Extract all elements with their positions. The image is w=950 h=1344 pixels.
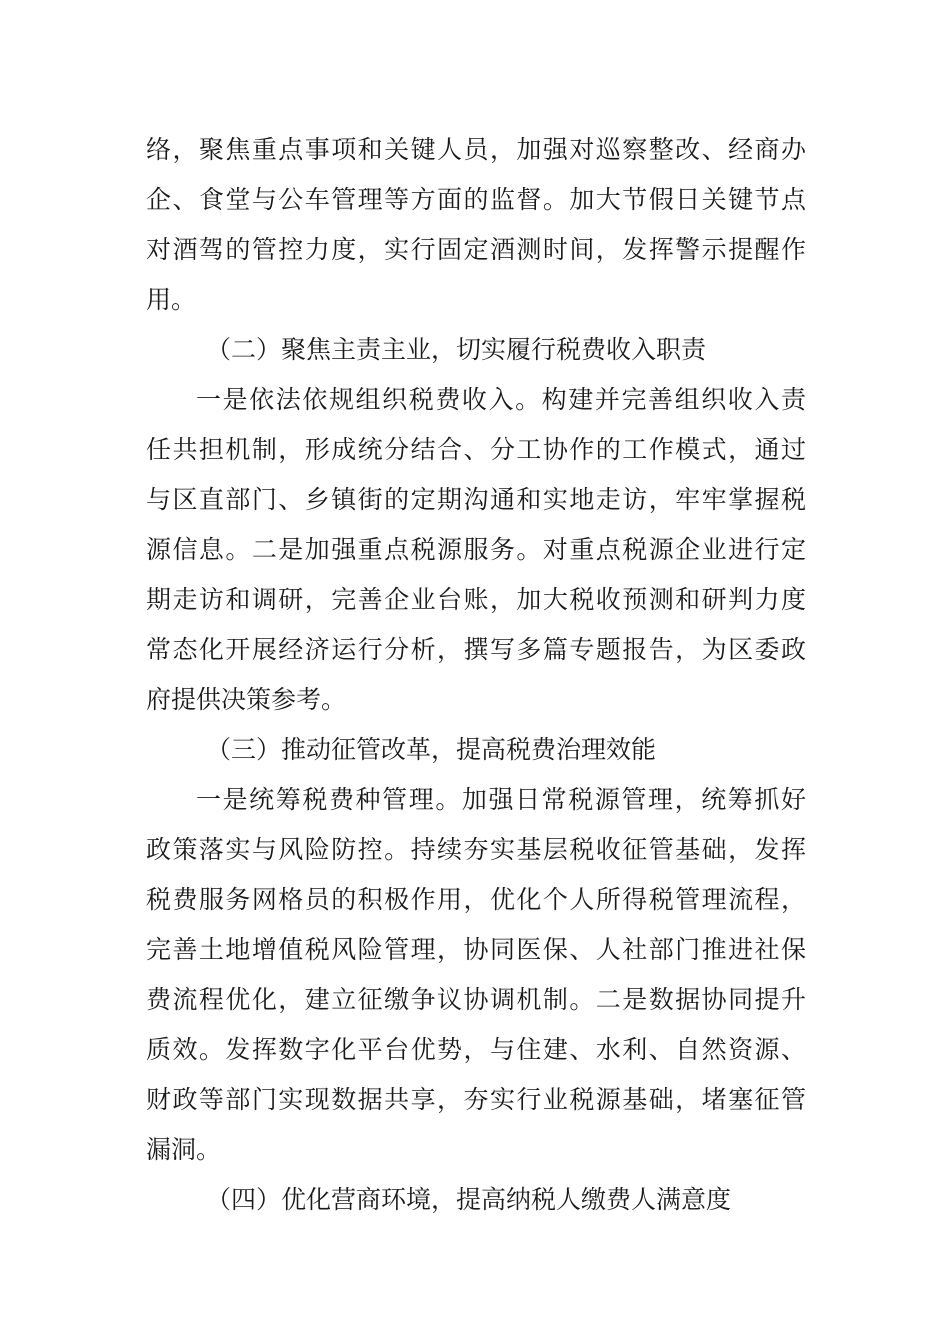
paragraph-line: 质效。发挥数字化平台优势，与住建、水利、自然资源、 bbox=[146, 1035, 806, 1064]
paragraph-line: 企、食堂与公车管理等方面的监督。加大节假日关键节点 bbox=[146, 185, 806, 214]
section-heading: （三）推动征管改革，提高税费治理效能 bbox=[206, 735, 657, 764]
paragraph-line: 漏洞。 bbox=[146, 1135, 222, 1164]
paragraph-line: 费流程优化，建立征缴争议协调机制。二是数据协同提升 bbox=[146, 985, 806, 1014]
paragraph-line: 常态化开展经济运行分析，撰写多篇专题报告，为区委政 bbox=[146, 635, 806, 664]
paragraph-line: 用。 bbox=[146, 285, 197, 314]
paragraph-line: 对酒驾的管控力度，实行固定酒测时间，发挥警示提醒作 bbox=[146, 235, 806, 264]
paragraph-line: 任共担机制，形成统分结合、分工协作的工作模式，通过 bbox=[146, 435, 806, 464]
section-heading: （四）优化营商环境，提高纳税人缴费人满意度 bbox=[206, 1185, 732, 1214]
paragraph-line: 税费服务网格员的积极作用，优化个人所得税管理流程， bbox=[146, 885, 806, 914]
paragraph-line: 府提供决策参考。 bbox=[146, 685, 347, 714]
paragraph-line: 政策落实与风险防控。持续夯实基层税收征管基础，发挥 bbox=[146, 835, 806, 864]
paragraph-line: 一是统筹税费种管理。加强日常税源管理，统筹抓好 bbox=[196, 785, 806, 814]
paragraph-line: 完善土地增值税风险管理，协同医保、人社部门推进社保 bbox=[146, 935, 806, 964]
paragraph-line: 期走访和调研，完善企业台账，加大税收预测和研判力度 bbox=[146, 585, 806, 614]
paragraph-line: 一是依法依规组织税费收入。构建并完善组织收入责 bbox=[196, 385, 806, 414]
paragraph-line: 络，聚焦重点事项和关键人员，加强对巡察整改、经商办 bbox=[146, 135, 806, 164]
paragraph-line: 源信息。二是加强重点税源服务。对重点税源企业进行定 bbox=[146, 535, 806, 564]
paragraph-line: 与区直部门、乡镇街的定期沟通和实地走访，牢牢掌握税 bbox=[146, 485, 806, 514]
paragraph-line: 财政等部门实现数据共享，夯实行业税源基础，堵塞征管 bbox=[146, 1085, 806, 1114]
section-heading: （二）聚焦主责主业，切实履行税费收入职责 bbox=[206, 335, 707, 364]
